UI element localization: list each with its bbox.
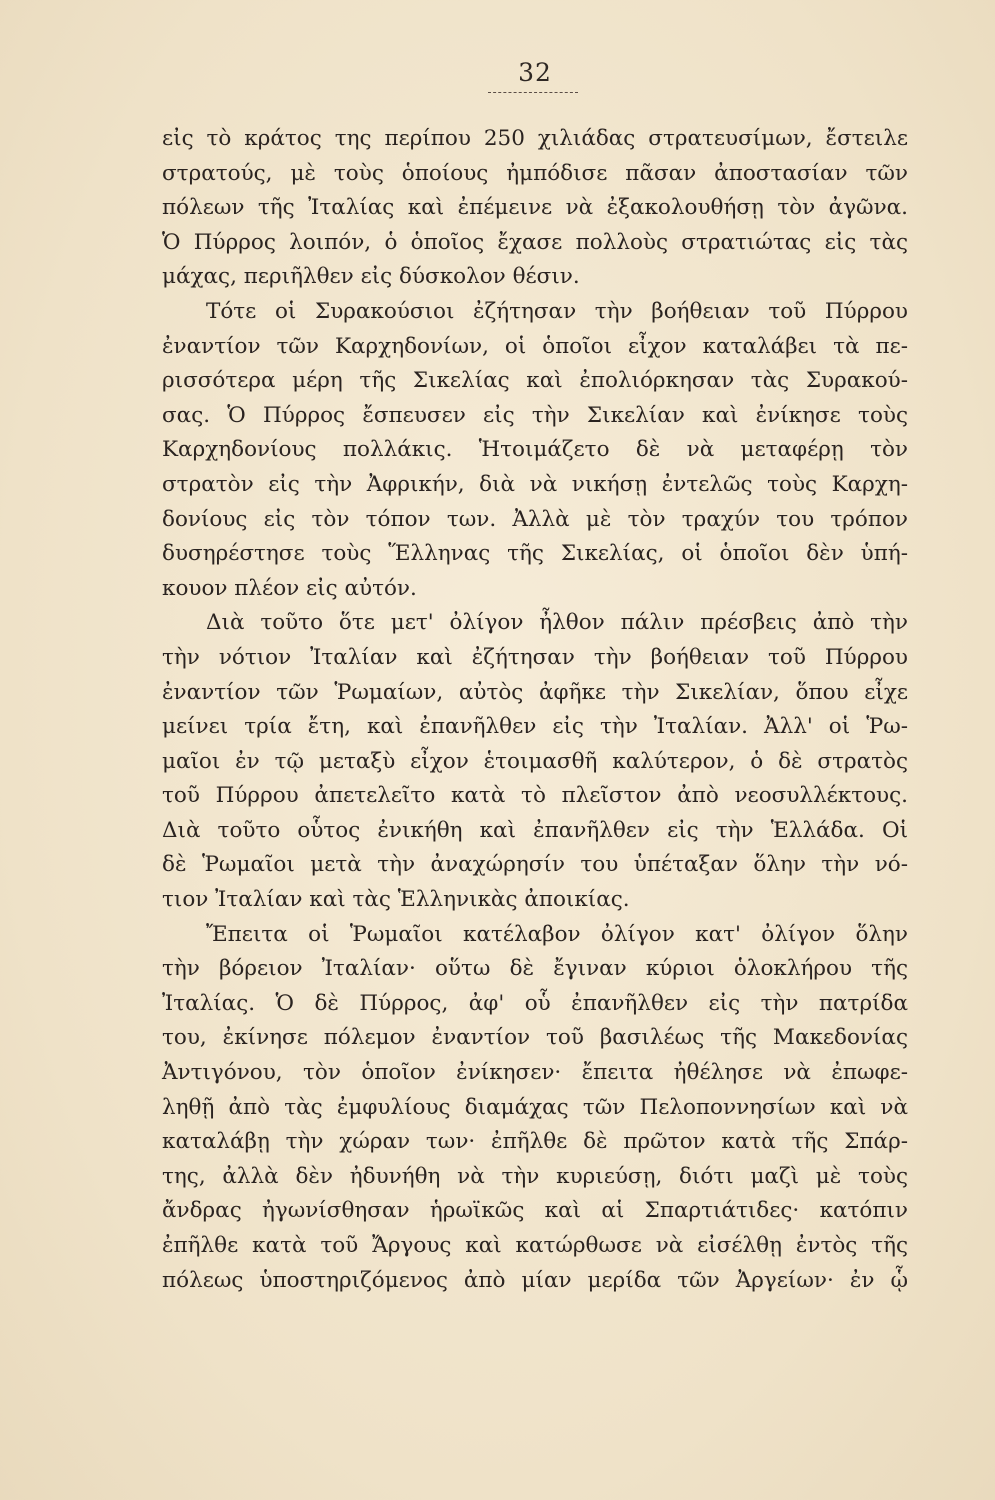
text-line: Τότε οἱ Συρακούσιοι ἐζήτησαν τὴν βοήθειαν τοῦ Πύρρου xyxy=(206,298,908,324)
text-line: μάχας, περιῆλθεν εἰς δύσκολον θέσιν. xyxy=(162,264,580,290)
text-line: Ὁ Πύρρος λοιπόν, ὁ ὁποῖος ἔχασε πολλοὺς στρατιώτας εἰς τὰς xyxy=(162,229,908,255)
page-number: 32 xyxy=(518,58,552,87)
text-line: ἐναντίον τῶν Καρχηδονίων, οἱ ὁποῖοι εἶχον καταλάβει τὰ πε- xyxy=(162,333,908,359)
text-line: ἐναντίον τῶν Ῥωμαίων, αὐτὸς ἀφῆκε τὴν Σικελίαν, ὅπου εἶχε xyxy=(162,679,908,705)
text-line: καταλάβῃ τὴν χώραν των· ἐπῆλθε δὲ πρῶτον κατὰ τῆς Σπάρ- xyxy=(162,1129,908,1155)
text-line: ληθῇ ἀπὸ τὰς ἐμφυλίους διαμάχας τῶν Πελοποννησίων καὶ νὰ xyxy=(162,1094,908,1120)
text-line: δὲ Ῥωμαῖοι μετὰ τὴν ἀναχώρησίν του ὑπέταξαν ὅλην τὴν νό- xyxy=(162,852,908,878)
text-line: Ἀντιγόνου, τὸν ὁποῖον ἐνίκησεν· ἔπειτα ἠθέλησε νὰ ἐπωφε- xyxy=(162,1060,908,1086)
text-line: Ἰταλίας. Ὁ δὲ Πύρρος, ἀφ' οὗ ἐπανῆλθεν εἰς τὴν πατρίδα xyxy=(162,990,908,1016)
text-line: τιον Ἰταλίαν καὶ τὰς Ἑλληνικὰς ἀποικίας. xyxy=(162,887,630,913)
text-line: τὴν βόρειον Ἰταλίαν· οὕτω δὲ ἔγιναν κύριοι ὁλοκλήρου τῆς xyxy=(162,956,908,982)
text-line: Καρχηδονίους πολλάκις. Ἡτοιμάζετο δὲ νὰ μεταφέρῃ τὸν xyxy=(162,437,908,463)
text-line: ρισσότερα μέρη τῆς Σικελίας καὶ ἐπολιόρκησαν τὰς Συρακού- xyxy=(162,368,908,394)
text-line: Ἔπειτα οἱ Ῥωμαῖοι κατέλαβον ὀλίγον κατ' ὀλίγον ὅλην xyxy=(206,921,908,947)
text-line: κουον πλέον εἰς αὐτόν. xyxy=(162,575,417,601)
text-line: πόλεων τῆς Ἰταλίας καὶ ἐπέμεινε νὰ ἐξακολουθήσῃ τὸν ἀγῶνα. xyxy=(162,195,908,221)
text-line: εἰς τὸ κράτος της περίπου 250 χιλιάδας στρατευσίμων, ἔστειλε xyxy=(162,126,908,151)
text-line: του, ἐκίνησε πόλεμον ἐναντίον τοῦ βασιλέως τῆς Μακεδονίας xyxy=(162,1025,908,1051)
text-line: δονίους εἰς τὸν τόπον των. Ἀλλὰ μὲ τὸν τραχύν του τρόπον xyxy=(162,506,908,532)
text-line: της, ἀλλὰ δὲν ἠδυνήθη νὰ τὴν κυριεύσῃ, διότι μαζὶ μὲ τοὺς xyxy=(162,1163,908,1189)
text-line: Διὰ τοῦτο ὅτε μετ' ὀλίγον ἦλθον πάλιν πρέσβεις ἀπὸ τὴν xyxy=(206,610,908,636)
text-line: στρατούς, μὲ τοὺς ὁποίους ἠμπόδισε πᾶσαν ἀποστασίαν τῶν xyxy=(162,160,908,186)
text-line: μαῖοι ἐν τῷ μεταξὺ εἶχον ἑτοιμασθῆ καλύτερον, ὁ δὲ στρατὸς xyxy=(162,748,908,774)
text-line: δυσηρέστησε τοὺς Ἕλληνας τῆς Σικελίας, οἱ ὁποῖοι δὲν ὑπή- xyxy=(162,541,908,567)
text-line: σας. Ὁ Πύρρος ἔσπευσεν εἰς τὴν Σικελίαν καὶ ἐνίκησε τοὺς xyxy=(162,402,908,428)
body-text xyxy=(162,122,908,1298)
text-line: μείνει τρία ἔτη, καὶ ἐπανῆλθεν εἰς τὴν Ἰταλίαν. Ἀλλ' οἱ Ῥω- xyxy=(162,714,908,740)
text-line: στρατὸν εἰς τὴν Ἀφρικήν, διὰ νὰ νικήσῃ ἐντελῶς τοὺς Καρχη- xyxy=(162,471,908,497)
text-line: τοῦ Πύρρου ἀπετελεῖτο κατὰ τὸ πλεῖστον ἀπὸ νεοσυλλέκτους. xyxy=(162,783,908,809)
text-line: ἐπῆλθε κατὰ τοῦ Ἄργους καὶ κατώρθωσε νὰ εἰσέλθῃ ἐντὸς τῆς xyxy=(162,1233,908,1258)
page-number-rule xyxy=(488,92,578,93)
text-line: πόλεως ὑποστηριζόμενος ἀπὸ μίαν μερίδα τῶν Ἀργείων· ἐν ᾧ xyxy=(162,1267,908,1293)
text-line: ἄνδρας ἠγωνίσθησαν ἡρωϊκῶς καὶ αἱ Σπαρτιάτιδες· κατόπιν xyxy=(162,1198,908,1224)
text-line: Διὰ τοῦτο οὗτος ἐνικήθη καὶ ἐπανῆλθεν εἰς τὴν Ἑλλάδα. Οἱ xyxy=(162,817,908,843)
text-line: τὴν νότιον Ἰταλίαν καὶ ἐζήτησαν τὴν βοήθειαν τοῦ Πύρρου xyxy=(162,644,908,670)
